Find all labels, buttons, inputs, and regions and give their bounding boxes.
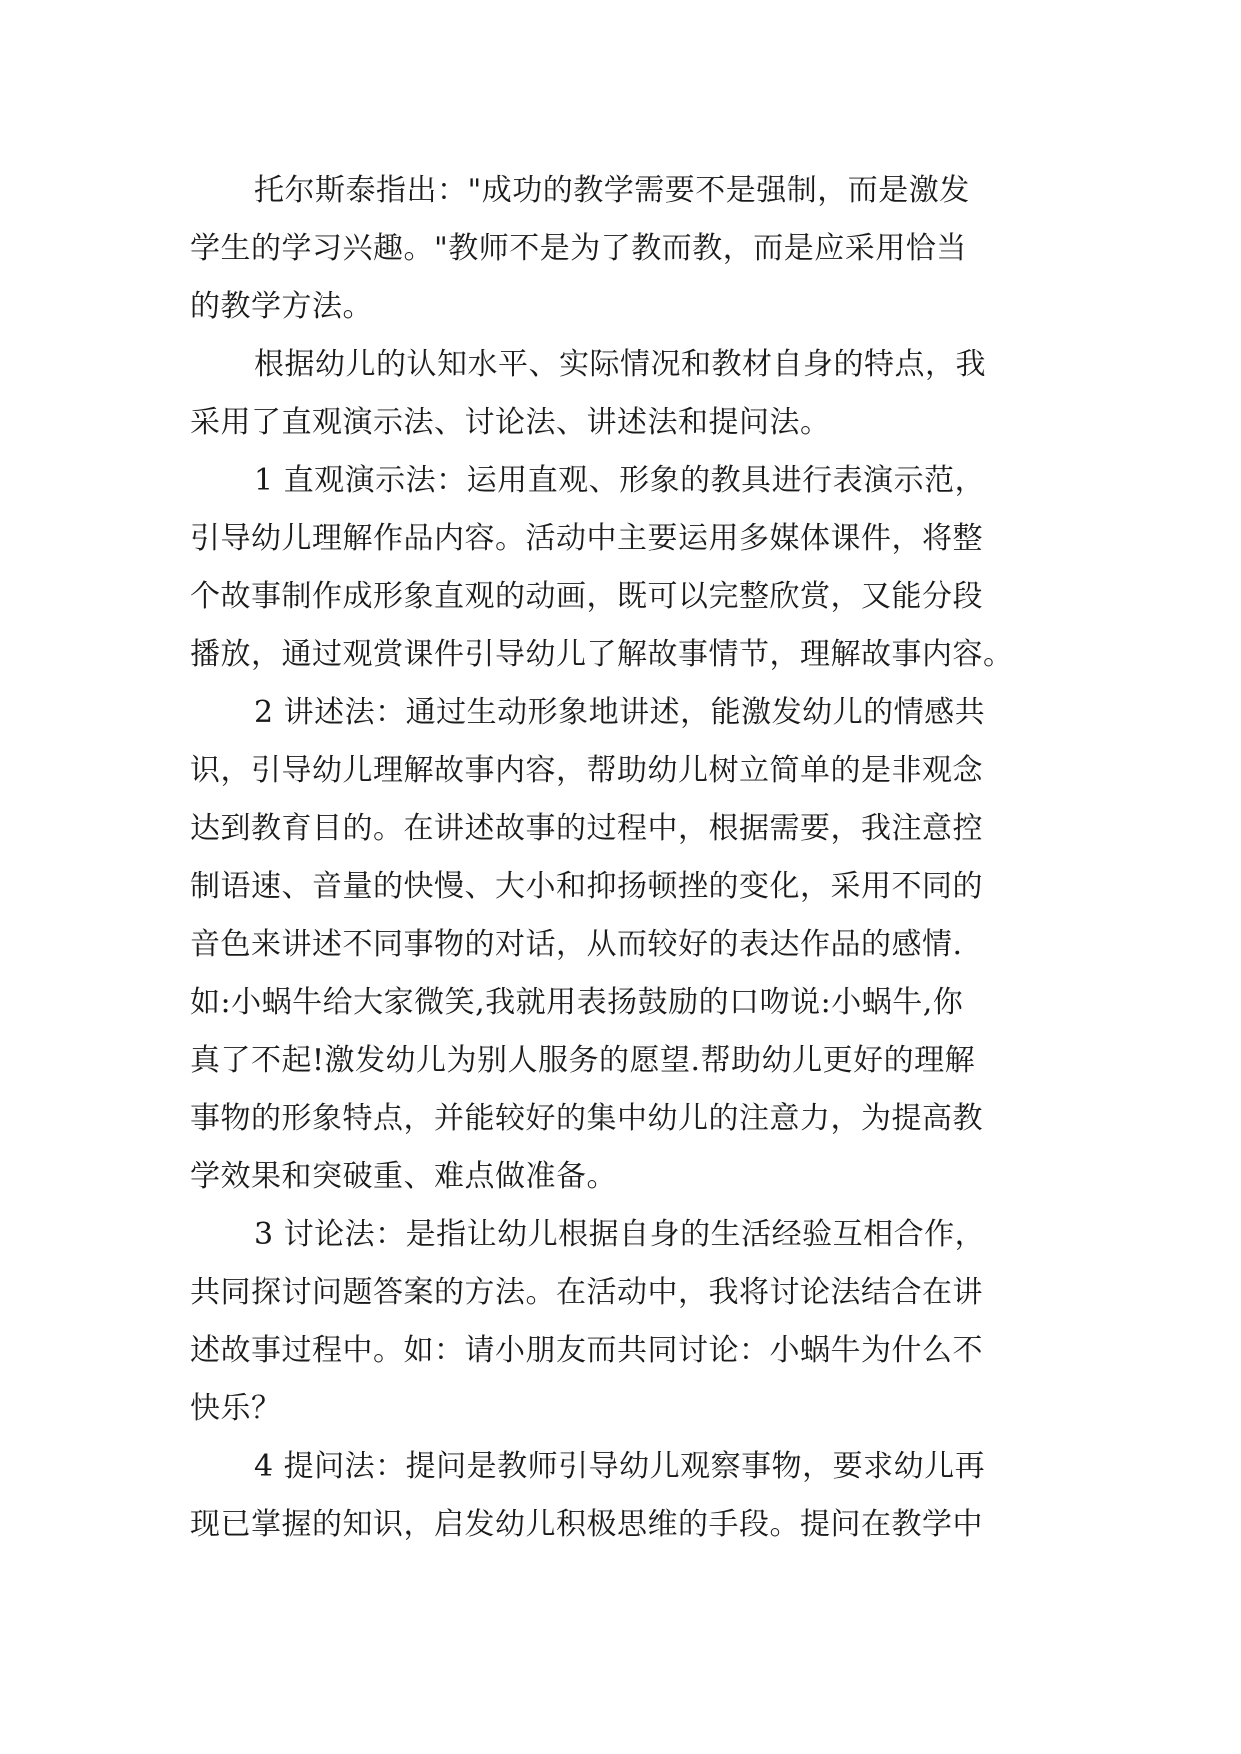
- text-line: 快乐？: [190, 1391, 282, 1426]
- text-line: 采用了直观演示法、讨论法、讲述法和提问法。: [190, 405, 831, 440]
- text-line: 制语速、音量的快慢、大小和抑扬顿挫的变化，采用不同的: [190, 869, 983, 904]
- text-line: 现已掌握的知识，启发幼儿积极思维的手段。提问在教学中: [190, 1507, 983, 1542]
- text-line: 音色来讲述不同事物的对话，从而较好的表达作品的感情.: [190, 927, 963, 962]
- document-body: [190, 162, 1050, 1554]
- paragraph-method-3-discussion: [190, 1206, 1050, 1438]
- text-line: 述故事过程中。如：请小朋友而共同讨论：小蜗牛为什么不: [190, 1333, 983, 1368]
- text-line: 托尔斯泰指出："成功的教学需要不是强制，而是激发: [254, 173, 970, 208]
- paragraph-tolstoy-quote: [190, 162, 1050, 336]
- text-line: 真了不起!激发幼儿为别人服务的愿望.帮助幼儿更好的理解: [190, 1043, 976, 1078]
- text-line: 事物的形象特点，并能较好的集中幼儿的注意力，为提高教: [190, 1101, 983, 1136]
- text-line: 共同探讨问题答案的方法。在活动中，我将讨论法结合在讲: [190, 1275, 983, 1310]
- text-line: 4 提问法：提问是教师引导幼儿观察事物，要求幼儿再: [254, 1449, 986, 1484]
- text-line: 识，引导幼儿理解故事内容，帮助幼儿树立简单的是非观念: [190, 753, 983, 788]
- text-line: 个故事制作成形象直观的动画，既可以完整欣赏，又能分段: [190, 579, 983, 614]
- text-line: 1 直观演示法：运用直观、形象的教具进行表演示范，: [254, 463, 986, 498]
- paragraph-method-2-narration: [190, 684, 1050, 1206]
- text-line: 3 讨论法：是指让幼儿根据自身的生活经验互相合作，: [254, 1217, 986, 1252]
- text-line: 如:小蜗牛给大家微笑,我就用表扬鼓励的口吻说:小蜗牛,你: [190, 985, 964, 1020]
- text-line: 根据幼儿的认知水平、实际情况和教材自身的特点，我: [254, 347, 986, 382]
- paragraph-method-1-demonstration: [190, 452, 1050, 684]
- text-line: 学效果和突破重、难点做准备。: [190, 1159, 617, 1194]
- text-line: 达到教育目的。在讲述故事的过程中，根据需要，我注意控: [190, 811, 983, 846]
- paragraph-methods-overview: [190, 336, 1050, 452]
- text-line: 2 讲述法：通过生动形象地讲述，能激发幼儿的情感共: [254, 695, 986, 730]
- paragraph-method-4-questioning: [190, 1438, 1050, 1554]
- text-line: 引导幼儿理解作品内容。活动中主要运用多媒体课件，将整: [190, 521, 983, 556]
- text-line: 播放，通过观赏课件引导幼儿了解故事情节，理解故事内容。: [190, 637, 1014, 672]
- text-line: 的教学方法。: [190, 289, 373, 324]
- text-line: 学生的学习兴趣。"教师不是为了教而教，而是应采用恰当: [190, 231, 967, 266]
